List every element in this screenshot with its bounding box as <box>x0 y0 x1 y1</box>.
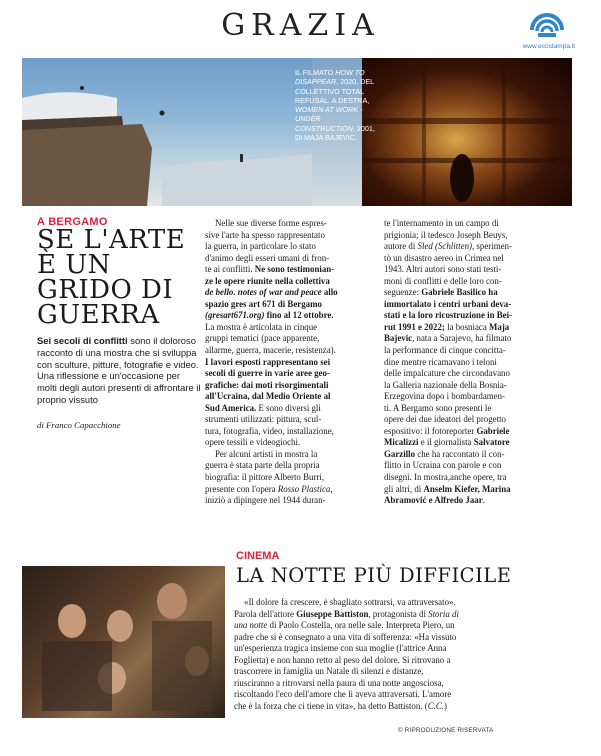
text-run: presente con l'opera <box>205 483 278 494</box>
text-line <box>384 403 560 415</box>
text-run: Foglietta) e non hanno retto al peso del dolore. Si ritrovano a <box>234 654 451 665</box>
caption-run: , 2020, DEL COLLETTIVO TOTAL REFUSAL. A DESTRA, <box>295 77 374 105</box>
text-run: all'Ucraina, dal Medio Oriente al <box>205 391 331 402</box>
text-run: Giuseppe Battiston <box>296 608 369 619</box>
text-line <box>205 472 373 484</box>
text-line <box>384 230 560 242</box>
text-line <box>384 426 560 438</box>
copyright-notice: © RIPRODUZIONE RISERVATA <box>398 727 494 734</box>
text-line <box>234 666 574 678</box>
headline-line: GUERRA <box>37 300 160 330</box>
text-line <box>384 287 560 299</box>
text-line <box>205 414 373 426</box>
text-run: La mostra è articolata in cinque <box>205 321 318 332</box>
text-line <box>205 333 373 345</box>
text-line <box>205 218 373 230</box>
text-run: opere tessili e videogiochi. <box>205 437 301 448</box>
text-run: strumenti utilizzati: pittura, scul- <box>205 414 322 425</box>
text-line <box>384 276 560 288</box>
text-run: spazio gres art 671 di Bergamo <box>205 298 322 309</box>
text-run: Bajevic <box>384 333 413 344</box>
text-line <box>234 655 574 667</box>
text-run: Salvatore <box>473 437 510 448</box>
text-line <box>384 437 560 449</box>
cinema-body <box>234 597 574 712</box>
text-run: la bosniaca <box>444 321 490 332</box>
text-run: trascorrere in famiglia un Natale di silenzi e distanze, <box>234 666 424 676</box>
text-run: grafiche: dai moti risorgimentali <box>205 379 329 390</box>
body-column-1 <box>205 218 373 507</box>
text-run: te ai conflitti. <box>205 264 255 275</box>
caption-run: , 2001, DI MAJA BAJEVIC. <box>295 123 375 143</box>
text-run: ze le opere riunite nella collettiva <box>205 275 330 286</box>
text-line <box>205 391 373 403</box>
text-run: immortalato i centri urbani deva- <box>384 298 512 309</box>
text-run: Parola dell'attore <box>234 608 297 619</box>
text-run: Rosso Plastica <box>277 483 331 494</box>
text-run: iniziò a dipingere nel 1944 duran- <box>205 495 326 506</box>
text-run: Storia di <box>428 608 459 619</box>
text-run: dine mentre ricamavano i teloni <box>384 356 497 367</box>
text-run: delle impalcature che circondavano <box>384 368 510 379</box>
text-line <box>384 322 560 334</box>
text-line <box>205 426 373 438</box>
text-run: opere dei due ideatori del progetto <box>384 414 506 425</box>
text-run: sive l'arte ha spesso rappresentato <box>205 229 325 240</box>
text-run: Anselm Kiefer, Marina <box>423 483 511 494</box>
text-line <box>384 380 560 392</box>
standfirst-text: sono il doloroso racconto di una mostra che si sviluppa con sculture, pitture, fotografie e video. Una riflessione e un'occasione per molti degli autori presenti di affrontare il proprio vissuto <box>37 335 201 405</box>
text-line <box>384 460 560 472</box>
text-run: che ha raccontato il con- <box>415 448 505 459</box>
text-run: te l'internamento in un campo di <box>384 218 499 228</box>
text-line <box>205 449 373 461</box>
masthead: GRAZIA <box>221 8 380 43</box>
text-run: tura, fotografia, video, installazione, <box>205 425 334 436</box>
text-run: , speri <box>471 241 494 252</box>
text-run: C.C. <box>427 700 444 711</box>
headline-line: SE L'ARTE <box>37 225 186 255</box>
text-line <box>234 701 574 713</box>
text-line <box>234 689 574 701</box>
text-run: , nata a Sarajevo, ha filmato <box>412 333 512 344</box>
how-to-disappear-photo <box>22 58 312 206</box>
caption-run: WOMEN AT WORK - UNDER CONSTRUCTION <box>295 105 363 133</box>
text-run: padre che si è consegnato a una vita di sofferenza: «Ha vissuto <box>234 631 457 642</box>
text-line <box>234 597 574 609</box>
text-run: moni di conflitti e delle loro con- <box>384 275 502 286</box>
text-run: E sono diversi gli <box>256 402 321 413</box>
text-run: . <box>482 495 485 506</box>
text-run: la guerra, in particolare lo stato <box>205 241 316 252</box>
text-run: e il giornalista <box>418 437 474 448</box>
text-line <box>205 322 373 334</box>
text-line <box>384 391 560 403</box>
text-run: Nelle sue diverse forme espres- <box>215 218 327 228</box>
text-run: ) <box>443 700 447 711</box>
headline-line: GRIDO DI <box>37 275 174 305</box>
text-run: di Paolo Costella, ora nelle sale. Interpreta Piero, un <box>267 620 455 630</box>
text-run: la performance di cinque concitta- <box>384 345 506 356</box>
text-line <box>234 620 574 632</box>
text-line <box>205 287 373 299</box>
text-line <box>384 484 560 496</box>
text-run: , protagonista di <box>368 608 429 619</box>
ecostampa-logo-icon <box>526 8 568 44</box>
text-line <box>384 414 560 426</box>
text-run: seguenze: <box>384 287 422 298</box>
text-run: de bello. notes of war and peace <box>205 287 322 298</box>
text-line <box>205 310 373 322</box>
text-run: d'animo degli esseri umani di fron- <box>205 252 330 263</box>
text-run: Gabriele <box>476 425 510 436</box>
text-run: (gresart671.org) <box>205 310 265 321</box>
text-line <box>234 609 574 621</box>
text-run: una notte <box>234 620 268 630</box>
text-run: gruppi tematici (pace apparente, <box>205 333 320 344</box>
text-run: , <box>330 483 333 494</box>
text-line <box>205 264 373 276</box>
text-line <box>205 299 373 311</box>
text-run: guerra è stata parte della propria <box>205 460 320 471</box>
text-line <box>205 460 373 472</box>
text-run: riusciranno a ritrovarsi nella paura di una notte angosciosa, <box>234 677 444 688</box>
text-run: prigionia; il tedesco Joseph Beuys, <box>384 229 508 240</box>
cinema-title: LA NOTTE PIÙ DIFFICILE <box>236 564 512 587</box>
text-line <box>384 357 560 369</box>
text-line <box>205 276 373 288</box>
text-line <box>205 241 373 253</box>
text-line <box>205 484 373 496</box>
text-run: disegni. In mostra,anche opere, tra <box>384 472 507 483</box>
body-column-2 <box>384 218 560 507</box>
text-run: tò un disastro aereo in Crimea nel <box>384 252 504 263</box>
text-line <box>384 310 560 322</box>
text-run: I lavori esposti rappresentano sei <box>205 356 331 367</box>
text-run: gli altri, di <box>384 483 424 494</box>
text-line <box>205 403 373 415</box>
text-line <box>384 495 560 507</box>
text-line <box>384 449 560 461</box>
headline-line: È UN <box>37 250 111 280</box>
text-line <box>384 299 560 311</box>
text-run: allarme, guerra, macerie, resistenza). <box>205 345 336 356</box>
text-run: Ne sono testimonian- <box>254 264 335 275</box>
cinema-kicker: CINEMA <box>236 550 280 562</box>
text-run: ti. A Bergamo sono presenti le <box>384 402 492 413</box>
text-run: Erzegovina dopo i bombardamen- <box>384 391 506 402</box>
text-run: «Il dolore fa crescere, è sbagliato sottrarsi, va attraversato». <box>244 597 456 607</box>
text-run: fino al 12 ottobre. <box>264 310 334 321</box>
text-line <box>205 380 373 392</box>
text-line <box>234 643 574 655</box>
text-line <box>384 345 560 357</box>
text-run: che è la forza che ci tiene in vita», ha detto Battiston. ( <box>234 700 428 711</box>
text-line <box>205 230 373 242</box>
text-run: 1943. Altri autori sono stati testi- <box>384 264 502 275</box>
standfirst <box>37 335 202 406</box>
byline: di Franco Capacchione <box>37 420 121 430</box>
text-line <box>384 241 560 253</box>
headline <box>37 225 207 330</box>
caption-run: HOW TO DISAPPEAR <box>295 68 365 87</box>
text-run: biografia: il pittore Alberto Burri, <box>205 472 325 483</box>
text-run: Maja <box>489 321 510 332</box>
text-run: riscoltando l'eco dell'amore che li aveva attraversati. L'amore <box>234 689 452 699</box>
text-run: Garzillo <box>384 448 416 459</box>
text-line <box>205 345 373 357</box>
text-run: rut 1991 e 2022; <box>384 321 445 332</box>
text-line <box>205 437 373 449</box>
text-line <box>384 333 560 345</box>
caption-run: IL FILMATO <box>295 68 336 77</box>
storia-di-una-notte-photo <box>22 566 225 718</box>
section-kicker: A BERGAMO <box>37 216 108 228</box>
text-line <box>234 678 574 690</box>
text-run: Micalizzi <box>384 437 419 448</box>
text-run: la Galleria nazionale della Bosnia- <box>384 379 507 390</box>
standfirst-lead: Sei secoli di conflitti <box>37 335 128 346</box>
text-line <box>384 218 560 230</box>
text-run: Sud America. <box>205 402 257 413</box>
text-line <box>384 253 560 265</box>
text-line <box>384 368 560 380</box>
women-at-work-photo <box>362 58 572 206</box>
text-run: Gabriele Basilico ha <box>421 287 498 298</box>
text-run: Sled (Schlitten) <box>417 241 472 252</box>
text-line <box>234 632 574 644</box>
hero-caption <box>295 68 381 142</box>
text-line <box>384 264 560 276</box>
text-run: stati e la loro ricostruzione in Bei- <box>384 310 513 321</box>
text-run: Per alcuni artisti in mostra la <box>215 448 318 459</box>
text-run: autore di <box>384 241 418 252</box>
clipping-url: www.ecostampa.it <box>522 43 575 50</box>
text-line <box>205 495 373 507</box>
text-line <box>205 357 373 369</box>
text-run: men- <box>493 241 512 252</box>
text-line <box>384 472 560 484</box>
text-run: espositivo: il fotoreporter <box>384 425 477 436</box>
text-line <box>205 368 373 380</box>
text-line <box>205 253 373 265</box>
text-run: secoli di guerre in varie aree geo- <box>205 368 330 379</box>
text-run: Abramović e Alfredo Jaar <box>384 495 483 506</box>
text-run: allo <box>321 287 338 298</box>
text-run: un'esperienza tragica insieme con sua moglie (l'attrice Anna <box>234 643 447 653</box>
text-run: flitto in Ucraina con parole e con <box>384 460 502 471</box>
